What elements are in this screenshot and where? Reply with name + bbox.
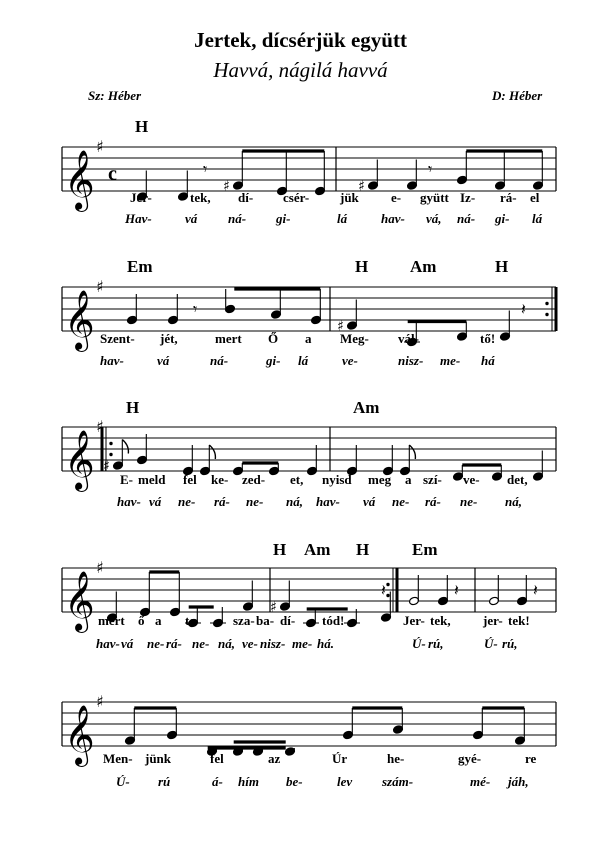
lyric-syllable: he- xyxy=(387,751,405,766)
lyric-syllable: lá xyxy=(337,211,348,226)
lyric-syllable: ve- xyxy=(463,472,480,487)
lyric-syllable: ná- xyxy=(457,211,476,226)
lyric-syllable: ná, xyxy=(218,636,235,651)
lyric-syllable: hím xyxy=(238,774,259,789)
lyric-syllable: gi- xyxy=(276,211,291,226)
lyric-syllable: a xyxy=(155,613,162,628)
lyric-syllable: nyisd xyxy=(322,472,352,487)
lyric-syllable: az xyxy=(268,751,281,766)
lyric-syllable: Meg- xyxy=(340,331,369,346)
lyric-syllable: rú, xyxy=(502,636,518,651)
time-signature: c xyxy=(108,163,117,185)
lyric-syllable: fel xyxy=(210,751,224,766)
lyric-syllable: jáh, xyxy=(508,774,529,789)
chord-symbol: Am xyxy=(353,398,380,417)
chord-symbol: H xyxy=(495,257,509,276)
lyric-syllable: ke- xyxy=(211,472,229,487)
sharp-icon: ♯ xyxy=(337,318,344,335)
lyric-syllable: Ú- xyxy=(412,636,426,651)
lyric-syllable: ne- xyxy=(192,636,210,651)
chord-symbol: Em xyxy=(412,540,438,559)
lyric-syllable: nisz- xyxy=(398,353,424,368)
lyric-syllable: mé- xyxy=(470,774,491,789)
lyric-syllable: et, xyxy=(290,472,304,487)
treble-clef-icon: 𝄞 xyxy=(64,290,95,350)
lyric-syllable: rá- xyxy=(166,636,182,651)
sharp-icon: ♯ xyxy=(96,558,104,577)
lyric-syllable: lá xyxy=(298,353,309,368)
lyric-syllable: dí- xyxy=(238,190,254,205)
lyric-syllable: rá- xyxy=(214,494,230,509)
lyric-syllable: ne- xyxy=(392,494,410,509)
lyric-syllable: ná, xyxy=(286,494,303,509)
rest-icon: 𝄽 xyxy=(454,580,459,600)
rest-icon: 𝄽 xyxy=(381,580,386,600)
lyric-syllable: tód! xyxy=(322,613,345,628)
lyric-syllable: gi- xyxy=(495,211,510,226)
sharp-icon: ♯ xyxy=(358,178,365,195)
lyric-syllable: jét, xyxy=(160,331,178,346)
lyric-syllable: vá xyxy=(185,211,198,226)
lyric-syllable: tek, xyxy=(190,190,211,205)
lyric-syllable: tek, xyxy=(430,613,451,628)
lyric-syllable: vá xyxy=(121,636,134,651)
lyric-syllable: tek! xyxy=(508,613,530,628)
chord-symbol: Am xyxy=(410,257,437,276)
lyric-syllable: ná- xyxy=(210,353,229,368)
lyric-syllable: vá, xyxy=(426,211,442,226)
treble-clef-icon: 𝄞 xyxy=(64,571,95,631)
lyric-syllable: vá xyxy=(149,494,162,509)
chord-symbol: Em xyxy=(127,257,153,276)
lyric-syllable: vá xyxy=(363,494,376,509)
lyric-syllable: ve- xyxy=(342,353,358,368)
treble-clef-icon: 𝄞 xyxy=(64,705,95,765)
chord-symbol: H xyxy=(126,398,140,417)
lyric-syllable: hav- xyxy=(381,211,405,226)
lyric-syllable: ba- xyxy=(256,613,275,628)
rest-icon: 𝄾 xyxy=(428,159,433,179)
page-subtitle: Havvá, nágilá havvá xyxy=(213,58,388,82)
lyricist-credit: Sz: Héber xyxy=(88,88,142,103)
lyric-syllable: Jer- xyxy=(130,190,152,205)
lyric-syllable: csér- xyxy=(283,190,310,205)
lyric-syllable: há xyxy=(481,353,495,368)
lyric-syllable: tő! xyxy=(480,331,496,346)
rest-icon: 𝄾 xyxy=(203,159,208,179)
lyric-syllable: hav- xyxy=(316,494,340,509)
lyric-syllable: vá xyxy=(157,353,170,368)
lyric-syllable: sza- xyxy=(233,613,255,628)
lyric-syllable: Ő xyxy=(268,331,279,346)
lyric-syllable: hav- xyxy=(96,636,120,651)
composer-credit: D: Héber xyxy=(492,88,543,103)
treble-clef-icon: 𝄞 xyxy=(64,150,95,210)
lyric-syllable: zed- xyxy=(242,472,266,487)
lyric-syllable: a xyxy=(305,331,312,346)
lyric-syllable: lev xyxy=(337,774,353,789)
lyric-syllable: ve- xyxy=(242,636,258,651)
lyric-syllable: ná, xyxy=(505,494,522,509)
lyric-syllable: ne- xyxy=(178,494,196,509)
lyric-syllable: ne- xyxy=(246,494,264,509)
lyric-syllable: Úr xyxy=(332,751,348,766)
lyric-syllable: rú, xyxy=(428,636,444,651)
lyric-syllable: há. xyxy=(317,636,334,651)
treble-clef-icon: 𝄞 xyxy=(64,430,95,490)
lyric-syllable: Ú- xyxy=(116,774,130,789)
lyric-syllable: te xyxy=(185,613,196,628)
lyric-syllable: el xyxy=(530,190,540,205)
lyric-syllable: a xyxy=(405,472,412,487)
lyric-syllable: meg xyxy=(368,472,392,487)
chord-symbol: Am xyxy=(304,540,331,559)
lyric-syllable: ne- xyxy=(147,636,165,651)
sharp-icon: ♯ xyxy=(96,692,104,711)
lyric-syllable: Iz- xyxy=(460,190,476,205)
lyric-syllable: dí- xyxy=(280,613,296,628)
lyric-syllable: fel xyxy=(183,472,197,487)
sharp-icon: ♯ xyxy=(96,137,104,156)
sharp-icon: ♯ xyxy=(270,599,277,616)
lyric-syllable: Ú- xyxy=(484,636,498,651)
sharp-icon: ♯ xyxy=(223,178,230,195)
chord-symbol: H xyxy=(356,540,370,559)
lyric-syllable: Hav- xyxy=(125,211,152,226)
lyric-syllable: gi- xyxy=(266,353,281,368)
lyric-syllable: re xyxy=(525,751,537,766)
lyric-syllable: det, xyxy=(507,472,528,487)
lyric-syllable: meld xyxy=(138,472,166,487)
lyric-syllable: szí- xyxy=(423,472,442,487)
rest-icon: 𝄽 xyxy=(521,299,526,319)
lyric-syllable: mert xyxy=(98,613,125,628)
sharp-icon: ♯ xyxy=(96,417,104,436)
lyric-syllable: be- xyxy=(286,774,303,789)
lyric-syllable: e- xyxy=(391,190,402,205)
lyric-syllable: gyütt xyxy=(420,190,449,205)
lyric-syllable: vál- xyxy=(398,331,419,346)
lyric-syllable: me- xyxy=(440,353,461,368)
lyric-syllable: jünk xyxy=(145,751,172,766)
lyric-syllable: lá xyxy=(532,211,543,226)
lyric-syllable: rú xyxy=(158,774,171,789)
lyric-syllable: hav- xyxy=(117,494,141,509)
lyric-syllable: hav- xyxy=(100,353,124,368)
lyric-syllable: rá- xyxy=(425,494,441,509)
lyric-syllable: jer- xyxy=(483,613,503,628)
chord-symbol: H xyxy=(355,257,369,276)
page-title: Jertek, dícsérjük együtt xyxy=(194,28,407,52)
lyric-syllable: mert xyxy=(215,331,242,346)
lyric-syllable: ő xyxy=(138,613,145,628)
lyric-syllable: szám- xyxy=(382,774,414,789)
lyric-syllable: ná- xyxy=(228,211,247,226)
lyric-syllable: jük xyxy=(340,190,359,205)
lyric-syllable: Men- xyxy=(103,751,133,766)
rest-icon: 𝄾 xyxy=(193,299,198,319)
chord-symbol: H xyxy=(135,117,149,136)
sharp-icon: ♯ xyxy=(96,277,104,296)
lyric-syllable: E- xyxy=(120,472,133,487)
lyric-syllable: gyé- xyxy=(458,751,482,766)
rest-icon: 𝄽 xyxy=(533,580,538,600)
sharp-icon: ♯ xyxy=(103,458,110,475)
lyric-syllable: rá- xyxy=(500,190,517,205)
lyric-syllable: me- xyxy=(292,636,313,651)
lyric-syllable: á- xyxy=(212,774,223,789)
chord-symbol: H xyxy=(273,540,287,559)
lyric-syllable: nisz- xyxy=(260,636,286,651)
lyric-syllable: Jer- xyxy=(403,613,425,628)
lyric-syllable: Szent- xyxy=(100,331,135,346)
lyric-syllable: ne- xyxy=(460,494,478,509)
